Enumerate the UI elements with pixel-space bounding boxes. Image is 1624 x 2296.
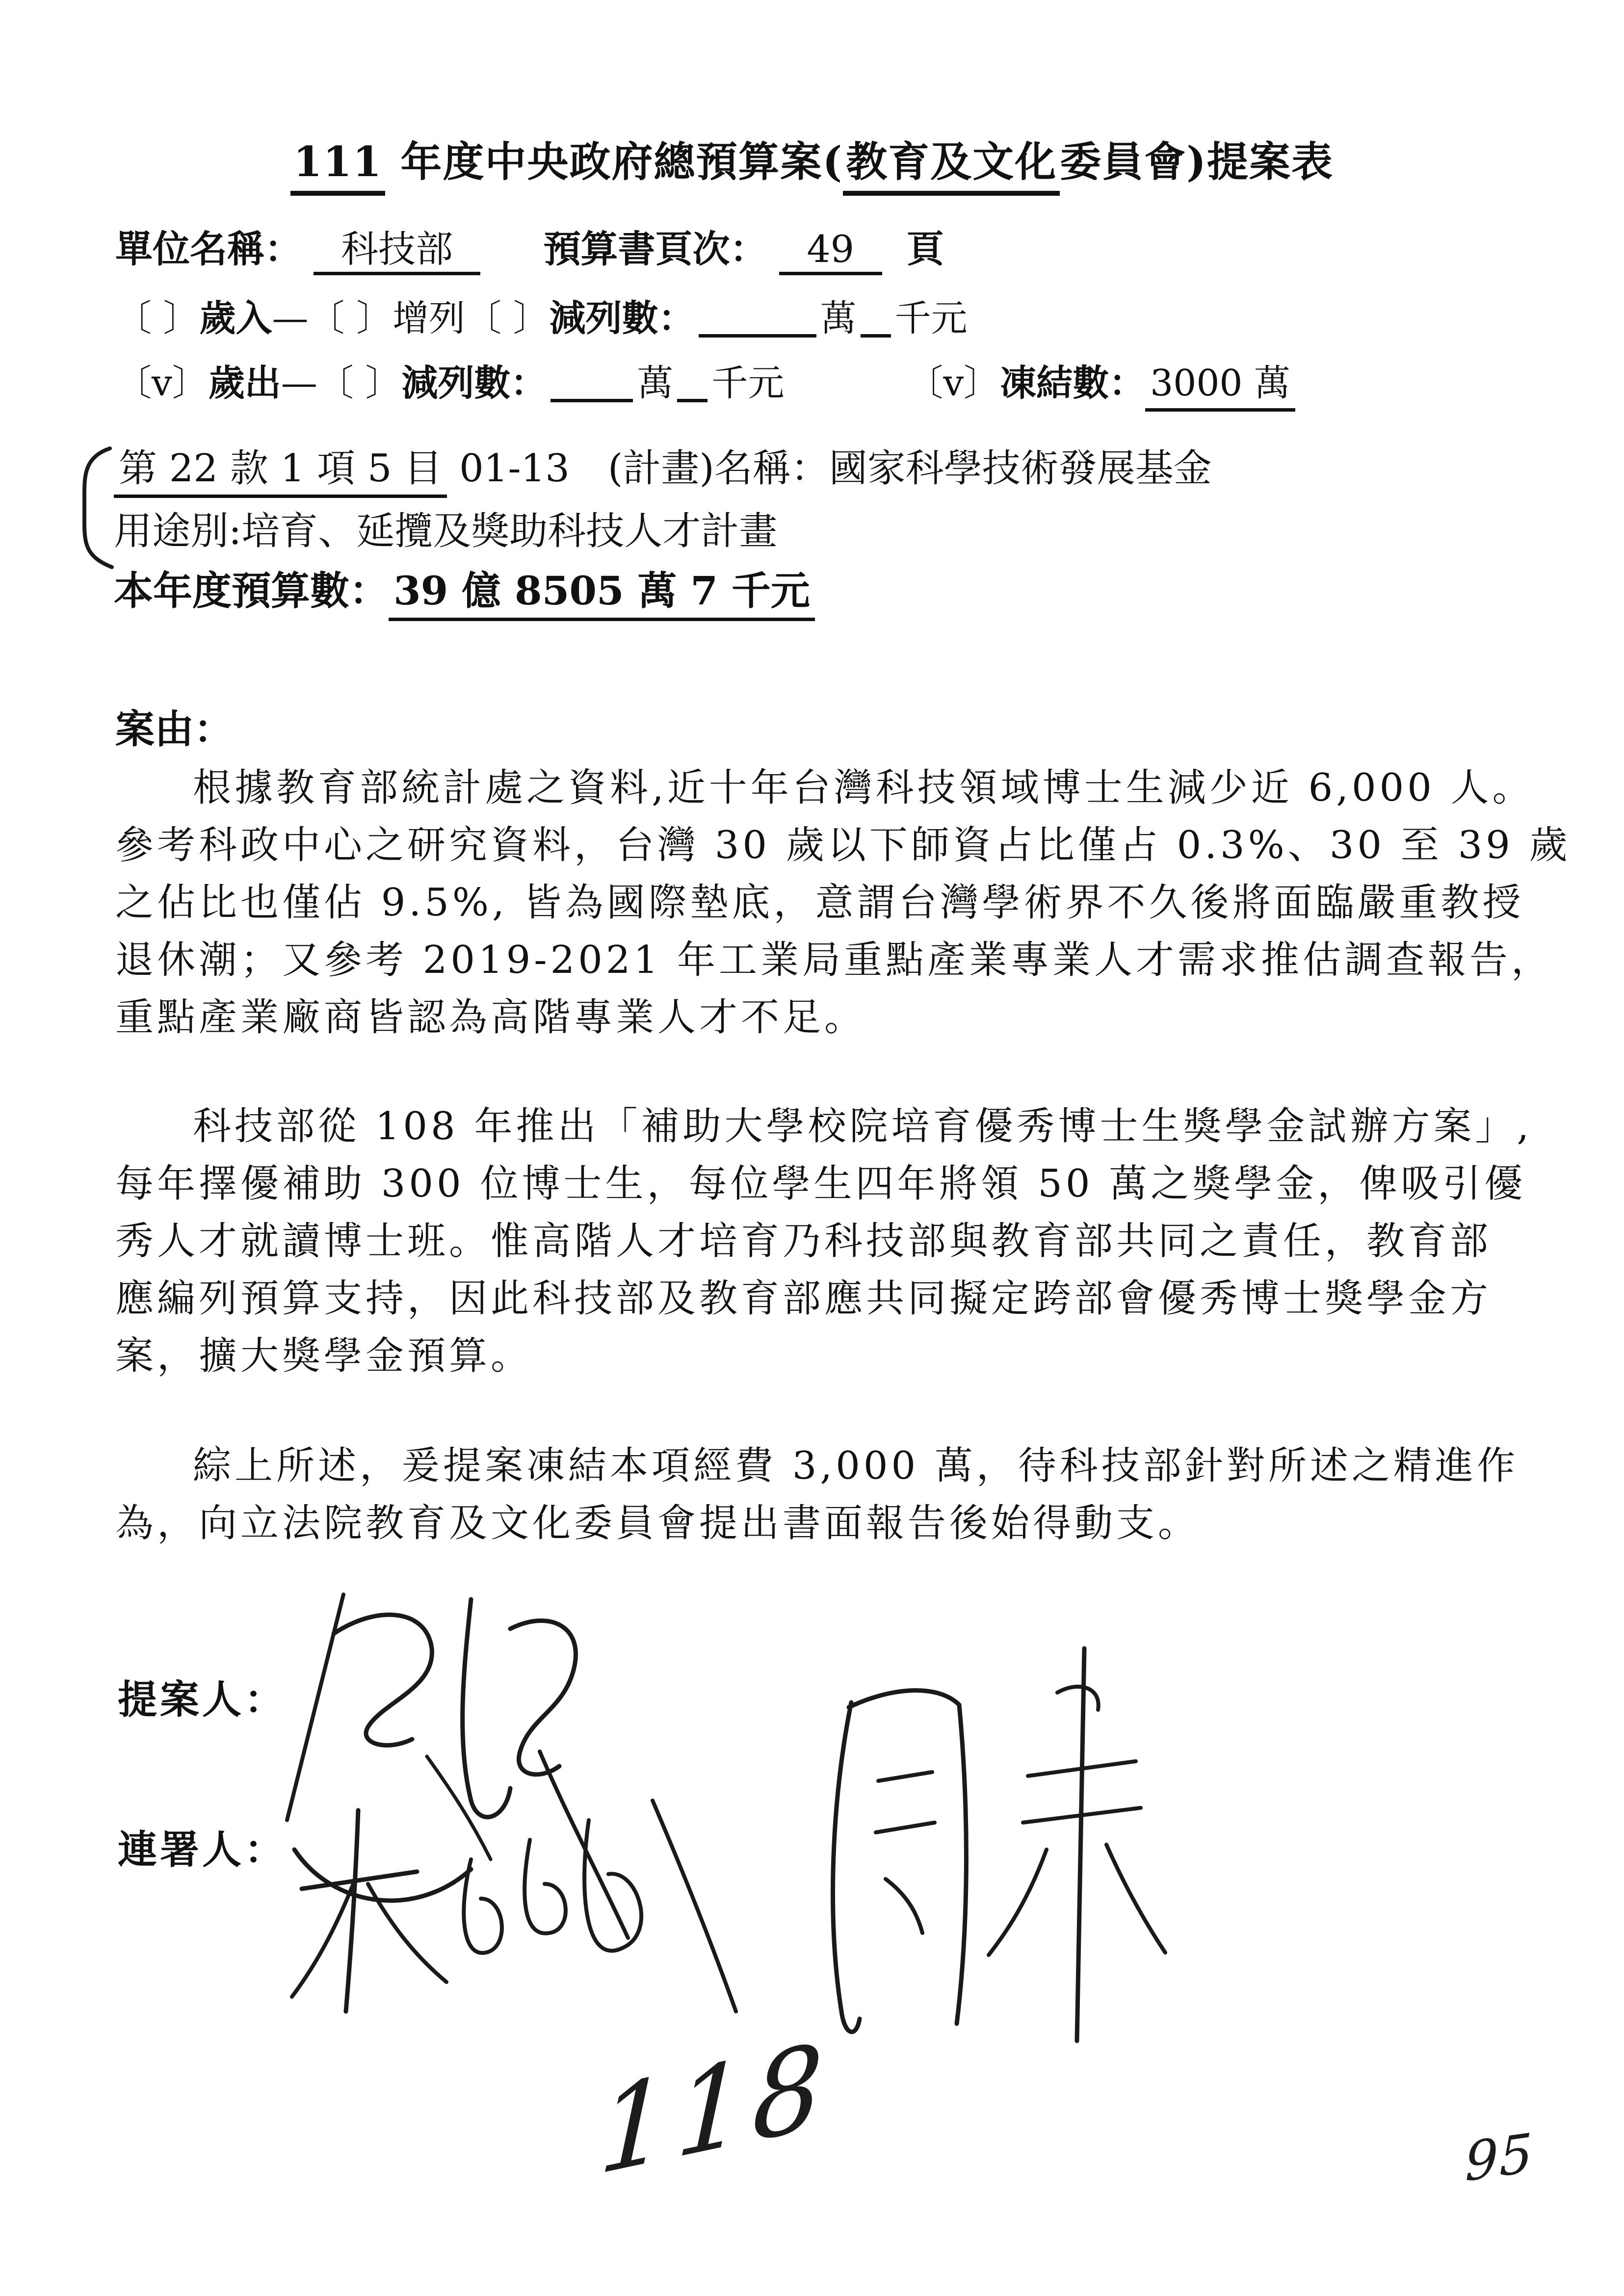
freeze-value: 3000 萬 <box>1145 362 1295 412</box>
thousand-blank <box>861 329 891 338</box>
dash: — <box>281 362 317 404</box>
corner-page-number: 95 <box>1465 2122 1534 2194</box>
decrease-label: 減列數： <box>401 362 547 404</box>
revenue-label: 歲入 <box>199 297 272 339</box>
paragraph-1 <box>115 759 1571 1046</box>
handwritten-signatures <box>196 1545 1276 2085</box>
clause-number-underlined: 第 22 款 1 項 5 目 <box>114 446 447 498</box>
paragraph-line: 為，向立法院教育及文化委員會提出書面報告後始得動支。 <box>115 1501 1200 1545</box>
paragraph-line: 之佔比也僅佔 9.5%, 皆為國際墊底，意謂台灣學術界不久後將面臨嚴重教授 <box>115 881 1524 925</box>
proposer-label: 提案人： <box>118 1676 287 1722</box>
amount-blank <box>699 329 816 338</box>
freeze-checkbox-checked: 〔v〕 <box>907 362 1000 404</box>
paragraph-line: 應編列預算支持，因此科技部及教育部應共同擬定跨部會優秀博士獎學金方 <box>115 1277 1492 1321</box>
thousand-blank <box>677 394 707 402</box>
freeze-label: 凍結數： <box>1000 362 1146 404</box>
subject-label: 案由： <box>115 706 233 752</box>
dash: — <box>272 297 309 339</box>
increase-checkbox-empty: 〔 〕 <box>308 297 393 339</box>
qianyuan-unit: 千元 <box>894 297 968 339</box>
subject-row <box>115 706 233 752</box>
expenditure-label: 歲出 <box>208 362 281 404</box>
budget-value-underlined: 39 億 8505 萬 7 千元 <box>389 568 815 621</box>
cosigner-signature-1 <box>292 1800 736 2011</box>
qianyuan-unit: 千元 <box>711 362 785 404</box>
title-year-underlined: 111 <box>290 137 385 196</box>
clause-row <box>114 446 1212 491</box>
paragraph-line: 根據教育部統計處之資料,近十年台灣科技領域博士生減少近 6,000 人。 <box>193 766 1534 810</box>
budget-page-suffix: 頁 <box>906 227 944 271</box>
unit-row <box>115 227 944 275</box>
budget-page-label: 預算書頁次： <box>543 227 767 271</box>
usage-row <box>114 509 778 553</box>
paragraph-line: 綜上所述，爰提案凍結本項經費 3,000 萬，待科技部針對所述之精進作 <box>193 1444 1519 1488</box>
budget-label: 本年度預算數： <box>114 568 389 614</box>
title-main-text: 年度中央政府總預算案( <box>385 137 843 186</box>
title-committee-underlined: 教育及文化 <box>843 137 1060 196</box>
title-suffix-text: 委員會)提案表 <box>1060 137 1334 186</box>
budget-page-value: 49 <box>779 231 882 275</box>
unit-name-value: 科技部 <box>314 231 480 275</box>
paragraph-3 <box>115 1437 1533 1552</box>
increase-label: 增列 <box>393 297 466 339</box>
paragraph-line: 參考科政中心之研究資料，台灣 30 歲以下師資占比僅占 0.3%、30 至 39 歲 <box>115 823 1571 867</box>
cosigner-signature-2 <box>833 1648 1165 2041</box>
paragraph-line: 退休潮；又參考 2019-2021 年工業局重點產業專業人才需求推估調查報告， <box>115 938 1553 982</box>
unit-name-label: 單位名稱： <box>115 227 302 271</box>
paragraph-line: 重點產業廠商皆認為高階專業人才不足。 <box>115 995 866 1040</box>
proposer-signature <box>287 1594 628 1938</box>
paragraph-line: 科技部從 108 年推出「補助大學校院培育優秀博士生獎學金試辦方案」, <box>193 1104 1533 1148</box>
paragraph-line: 秀人才就讀博士班。惟高階人才培育乃科技部與教育部共同之責任，教育部 <box>115 1219 1492 1263</box>
cosigner-label: 連署人： <box>118 1826 287 1873</box>
usage-text: 用途別:培育、延攬及獎助科技人才計畫 <box>114 509 778 553</box>
document-title <box>0 137 1624 186</box>
wan-unit: 萬 <box>820 297 857 339</box>
expenditure-checkbox-checked: 〔v〕 <box>115 362 209 404</box>
paragraph-line: 案，擴大獎學金預算。 <box>115 1334 533 1378</box>
decrease-label: 減列數： <box>549 297 695 339</box>
budget-row <box>114 568 815 614</box>
clause-plan-name: 01-13 (計畫)名稱：國家科學技術發展基金 <box>447 446 1212 491</box>
handwritten-page-number: 118 <box>596 2017 832 2201</box>
paragraph-2 <box>115 1098 1533 1385</box>
revenue-row <box>115 297 968 339</box>
expenditure-row <box>115 362 1295 404</box>
amount-blank <box>550 394 633 402</box>
paragraph-line: 每年擇優補助 300 位博士生，每位學生四年將領 50 萬之獎學金，俾吸引優 <box>115 1162 1526 1206</box>
decrease-checkbox-empty: 〔 〕 <box>465 297 550 339</box>
revenue-checkbox-empty: 〔 〕 <box>115 297 200 339</box>
decrease-checkbox-empty: 〔 〕 <box>317 362 402 404</box>
wan-unit: 萬 <box>637 362 674 404</box>
